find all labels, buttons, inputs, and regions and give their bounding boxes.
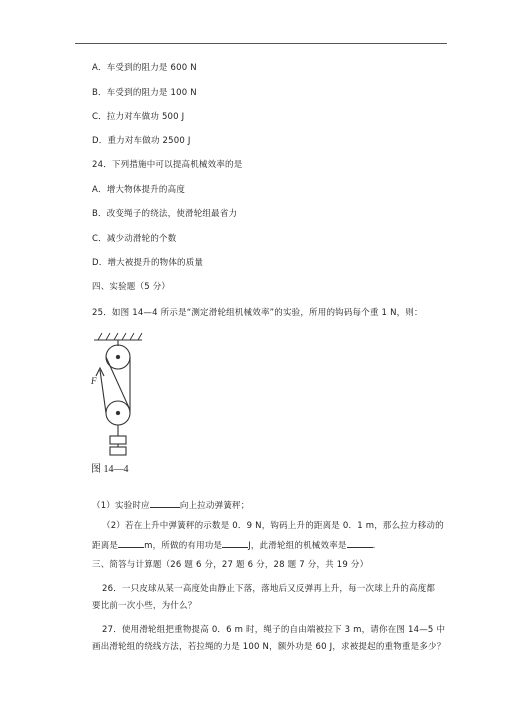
q23-option-b: B．车受到的阻力是 100 N	[92, 88, 197, 98]
answer-blank-1	[150, 499, 180, 508]
q24-option-d: D．增大被提升的物体的质量	[92, 258, 204, 268]
weight-bottom	[110, 447, 126, 455]
q24-option-a: A．增大物体提升的高度	[92, 185, 186, 195]
rope-free-end	[100, 370, 106, 413]
q24-option-b: B．改变绳子的绕法，使滑轮组最省力	[92, 209, 238, 219]
weight-top	[110, 436, 126, 444]
q23-option-c: C．拉力对车做功 500 J	[92, 112, 185, 122]
q27-line1: 27．使用滑轮组把重物提高 0．6 m 时，绳子的自由端被拉下 3 m，请你在图 14—5 中	[102, 625, 446, 635]
q24-stem: 24．下列措施中可以提高机械效率的是	[92, 160, 243, 170]
q26-line2: 要比前一次小些，为什么？	[92, 601, 197, 611]
q23-option-a: A．车受到的阻力是 600 N	[92, 63, 197, 73]
pulley-figure	[90, 326, 170, 476]
figure-caption: 图 14—4	[91, 464, 129, 475]
ceiling-hatch	[98, 333, 142, 340]
q23-option-d: D．重力对车做功 2500 J	[92, 136, 191, 146]
q25-part2-line1: （2）若在上升中弹簧秤的示数是 0．9 N，钩码上升的距离是 0．1 m，那么拉力移动的	[102, 521, 444, 531]
force-label: F	[91, 376, 97, 386]
answer-blank-4	[347, 539, 373, 548]
answer-blank-2	[118, 539, 144, 548]
answer-blank-3	[222, 539, 248, 548]
header-rule	[75, 43, 447, 44]
q25-part1: （1）实验时应 向上拉动弹簧秤；	[92, 501, 250, 511]
q25-stem: 25．如图 14—4 所示是“测定滑轮组机械效率”的实验，所用的钩码每个重 1 N，则：	[92, 308, 423, 318]
q25-part2-line2: 距离是 m，所做的有用功是 J，此滑轮组的机械效率是 .	[92, 541, 376, 551]
section5-title: 三、简答与计算题（26 题 6 分，27 题 6 分，28 题 7 分，共 19 分）	[92, 560, 369, 570]
q27-line2: 画出滑轮组的绕线方法，若拉绳的力是 100 N，额外功是 60 J，求被提起的重物重是多少？	[92, 642, 446, 652]
q26-line1: 26．一只皮球从某一高度处由静止下落，落地后又反弹再上升，每一次球上升的高度都	[102, 584, 436, 594]
q24-option-c: C．减少动滑轮的个数	[92, 234, 177, 244]
section4-title: 四、实验题（5 分）	[92, 282, 171, 292]
